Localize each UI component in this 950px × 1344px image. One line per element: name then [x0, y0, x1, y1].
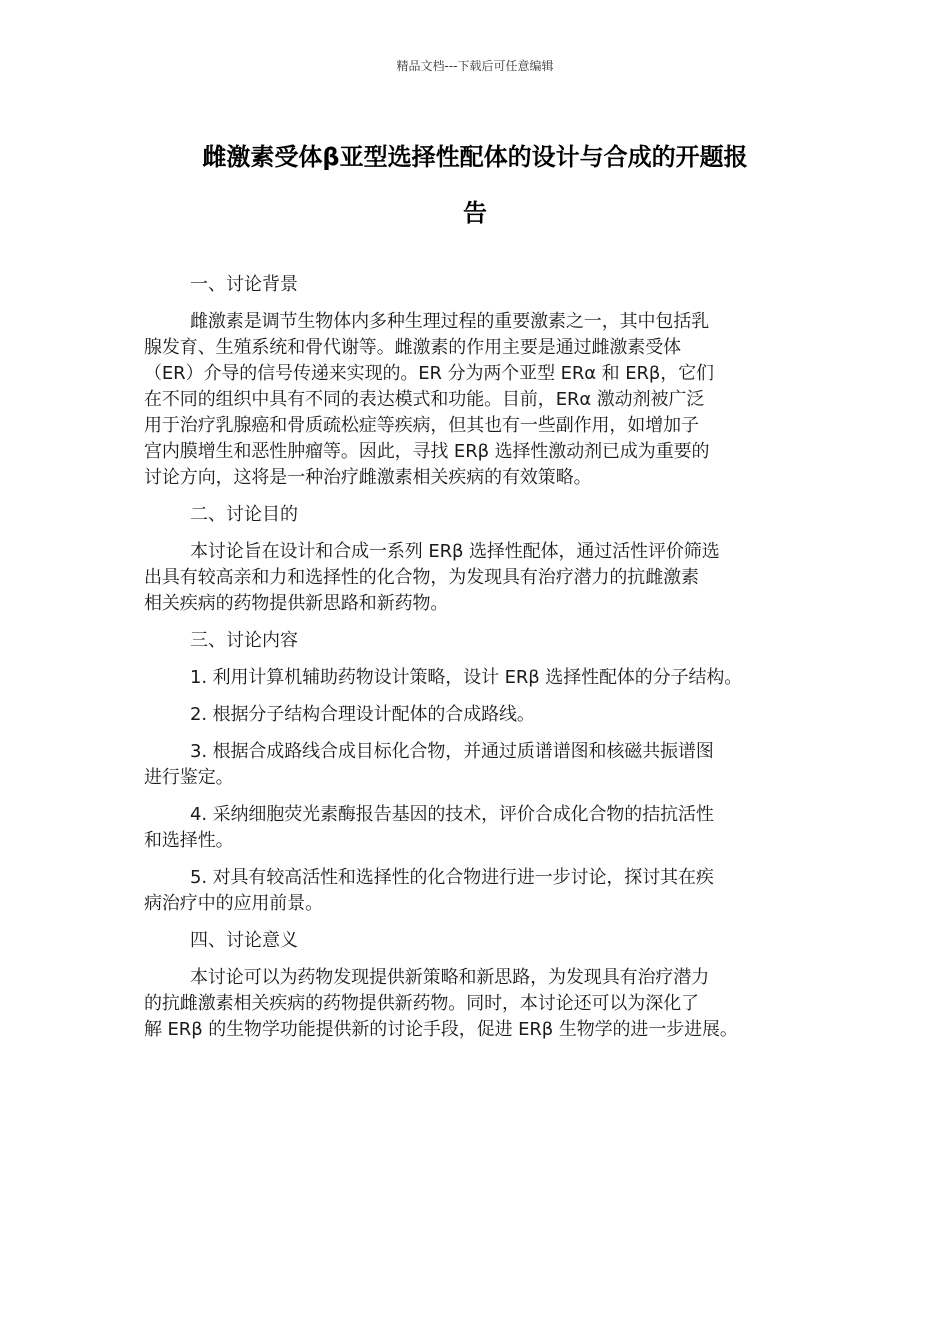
paragraph-significance — [144, 965, 814, 1043]
section-heading-background: 一、讨论背景 — [190, 274, 298, 295]
section-heading-significance: 四、讨论意义 — [190, 930, 298, 951]
text-line: 本讨论旨在设计和合成一系列 ERβ 选择性配体，通过活性评价筛选 — [190, 541, 720, 562]
list-item-4 — [144, 802, 814, 854]
text-line: 用于治疗乳腺癌和骨质疏松症等疾病，但其也有一些副作用，如增加子 — [144, 415, 699, 436]
text-line: 本讨论可以为药物发现提供新策略和新思路，为发现具有治疗潜力 — [190, 967, 710, 988]
text-line: （ER）介导的信号传递来实现的。ER 分为两个亚型 ERα 和 ERβ，它们 — [144, 363, 714, 384]
text-line: 相关疾病的药物提供新思路和新药物。 — [144, 593, 449, 614]
text-line: 和选择性。 — [144, 830, 234, 851]
document-title-line-1: 雌激素受体β亚型选择性配体的设计与合成的开题报 — [202, 143, 748, 171]
list-item-2 — [144, 702, 814, 728]
text-line: 腺发育、生殖系统和骨代谢等。雌激素的作用主要是通过雌激素受体 — [144, 337, 681, 358]
section-heading-content: 三、讨论内容 — [190, 630, 298, 651]
text-line: 进行鉴定。 — [144, 767, 234, 788]
text-line: 在不同的组织中具有不同的表达模式和功能。目前，ERα 激动剂被广泛 — [144, 389, 705, 410]
paragraph-purpose — [144, 539, 814, 617]
text-line: 解 ERβ 的生物学功能提供新的讨论手段，促进 ERβ 生物学的进一步进展。 — [144, 1019, 738, 1040]
text-line: 出具有较高亲和力和选择性的化合物，为发现具有治疗潜力的抗雌激素 — [144, 567, 699, 588]
list-item-5 — [144, 865, 814, 917]
text-line: 4. 采纳细胞荧光素酶报告基因的技术，评价合成化合物的拮抗活性 — [190, 804, 714, 825]
text-line: 3. 根据合成路线合成目标化合物，并通过质谱谱图和核磁共振谱图 — [190, 741, 714, 762]
list-item-1 — [144, 665, 814, 691]
text-line: 宫内膜增生和恶性肿瘤等。因此，寻找 ERβ 选择性激动剂已成为重要的 — [144, 441, 710, 462]
section-heading-purpose: 二、讨论目的 — [190, 504, 298, 525]
text-line: 2. 根据分子结构合理设计配体的合成路线。 — [190, 704, 535, 725]
text-line: 病治疗中的应用前景。 — [144, 893, 323, 914]
text-line: 5. 对具有较高活性和选择性的化合物进行进一步讨论，探讨其在疾 — [190, 867, 714, 888]
text-line: 雌激素是调节生物体内多种生理过程的重要激素之一，其中包括乳 — [190, 311, 710, 332]
list-item-3 — [144, 739, 814, 791]
document-body — [144, 272, 814, 1054]
text-line: 1. 利用计算机辅助药物设计策略，设计 ERβ 选择性配体的分子结构。 — [190, 667, 743, 688]
document-title-line-2: 告 — [463, 199, 487, 227]
text-line: 讨论方向，这将是一种治疗雌激素相关疾病的有效策略。 — [144, 467, 592, 488]
text-line: 的抗雌激素相关疾病的药物提供新药物。同时，本讨论还可以为深化了 — [144, 993, 699, 1014]
paragraph-background — [144, 309, 814, 491]
header-note: 精品文档---下载后可任意编辑 — [396, 59, 554, 73]
